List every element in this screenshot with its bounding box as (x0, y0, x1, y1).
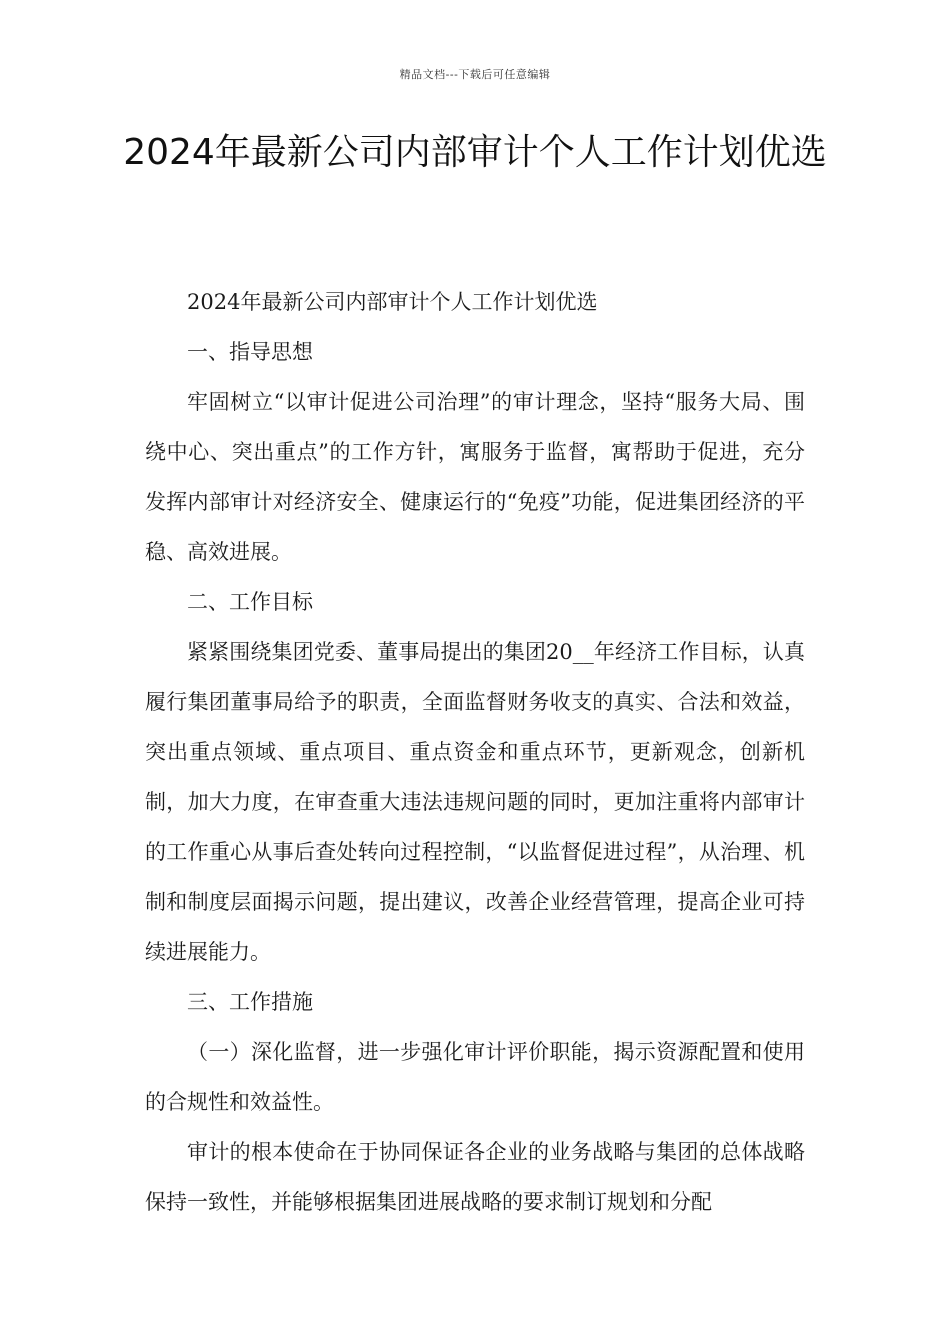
header-note: 精品文档---下载后可任意编辑 (399, 68, 551, 81)
document-body (145, 277, 805, 1227)
paragraph-guiding-ideology: 牢固树立“以审计促进公司治理”的审计理念，坚持“服务大局、围绕中心、突出重点”的工作方针，寓服务于监督，寓帮助于促进，充分发挥内部审计对经济安全、健康运行的“免疫”功能，促进集团经济的平稳、高效进展。 (145, 390, 805, 564)
paragraph-measure-one: （一）深化监督，进一步强化审计评价职能，揭示资源配置和使用的合规性和效益性。 (145, 1040, 805, 1114)
document-title: 2024年最新公司内部审计个人工作计划优选 (123, 132, 827, 173)
paragraph-work-goals: 紧紧围绕集团党委、董事局提出的集团20__年经济工作目标，认真履行集团董事局给予的职责，全面监督财务收支的真实、合法和效益，突出重点领域、重点项目、重点资金和重点环节，更新观念，创新机制，加大力度，在审查重大违法违规问题的同时，更加注重将内部审计的工作重心从事后查处转向过程控制，“以监督促进过程”，从治理、机制和制度层面揭示问题，提出建议，改善企业经营管理，提高企业可持续进展能力。 (145, 640, 805, 964)
section-heading-work-goals: 二、工作目标 (187, 590, 313, 614)
section-heading-work-measures: 三、工作措施 (187, 990, 313, 1014)
section-heading-guiding-ideology: 一、指导思想 (187, 340, 313, 364)
paragraph-subtitle: 2024年最新公司内部审计个人工作计划优选 (187, 290, 598, 314)
paragraph-audit-mission: 审计的根本使命在于协同保证各企业的业务战略与集团的总体战略保持一致性，并能够根据集团进展战略的要求制订规划和分配 (145, 1140, 805, 1214)
